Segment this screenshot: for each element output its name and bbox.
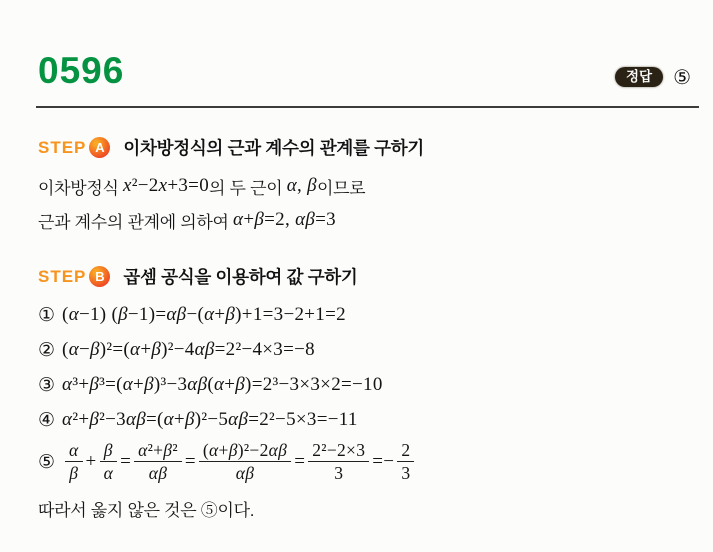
math-text: = <box>120 450 132 472</box>
step-b-heading <box>38 264 699 289</box>
answer-badge: 정답 <box>615 67 663 88</box>
step-a-title: 이차방정식의 근과 계수의 관계를 구하기 <box>123 138 424 158</box>
step-b-label: STEP <box>38 266 87 286</box>
korean-text: 이차방정식 <box>38 178 124 198</box>
problem-number: 0596 <box>38 50 125 91</box>
math-text: (α−β)²=(α+β)²−4αβ=2²−4×3=−8 <box>62 338 315 360</box>
text-line <box>38 169 699 203</box>
text-line <box>38 297 699 332</box>
fraction: $\frac{\text{α²+β²}}{\alpha\beta}$ <box>134 440 182 483</box>
math-text: α²+β²−3αβ=(α+β)²−5αβ=2²−5×3=−11 <box>62 408 358 430</box>
fraction: $\frac{\beta}{\alpha}$ <box>100 440 118 483</box>
fraction: $\frac{\text{2²−2×3}}{3}$ <box>308 440 369 483</box>
answer-group <box>615 65 691 90</box>
math-text: = <box>294 450 306 472</box>
korean-text: 의 두 근이 <box>209 178 287 198</box>
math-text: α³+β³=(α+β)³−3αβ(α+β)=2³−3×3×2=−10 <box>62 373 383 395</box>
math-text: (α−1) (β−1)=αβ−(α+β)+1=3−2+1=2 <box>62 303 346 325</box>
item-number: ④ <box>38 408 56 431</box>
math-text: x²−2x+3=0 <box>123 175 209 196</box>
step-a-heading <box>38 135 699 160</box>
text-line <box>38 332 699 367</box>
step-b-title: 곱셈 공식을 이용하여 값 구하기 <box>123 267 358 287</box>
fraction: $\frac{\text{(α+β)²−2αβ}}{\alpha\beta}$ <box>199 440 291 483</box>
item-number: ⑤ <box>38 450 56 473</box>
answer-value: ⑤ <box>673 66 691 89</box>
item-number: ③ <box>38 373 56 396</box>
divider <box>36 106 699 108</box>
text-line <box>38 437 699 486</box>
math-text: =− <box>372 450 395 472</box>
conclusion-text: 따라서 옳지 않은 것은 ⑤이다. <box>38 501 255 521</box>
step-a-body <box>38 169 699 237</box>
math-text: α, β <box>286 175 317 196</box>
korean-text: 근과 계수의 관계에 의하여 <box>38 212 234 232</box>
text-line <box>38 367 699 402</box>
text-line <box>38 203 699 237</box>
item-number: ② <box>38 338 56 361</box>
math-text: + <box>85 450 97 472</box>
fraction: $\frac{2}{3}$ <box>397 440 414 483</box>
korean-text: 이므로 <box>316 178 366 198</box>
header <box>38 50 699 92</box>
step-b-circle-icon: B <box>89 266 110 287</box>
math-text: α+β=2, αβ=3 <box>233 209 336 230</box>
text-line <box>38 402 699 437</box>
step-b-items <box>38 297 699 486</box>
item-number: ① <box>38 303 56 326</box>
step-a-circle-icon: A <box>89 137 110 158</box>
math-text: = <box>184 450 196 472</box>
step-a-label: STEP <box>38 137 87 157</box>
fraction: $\frac{\alpha}{\beta}$ <box>65 440 83 483</box>
